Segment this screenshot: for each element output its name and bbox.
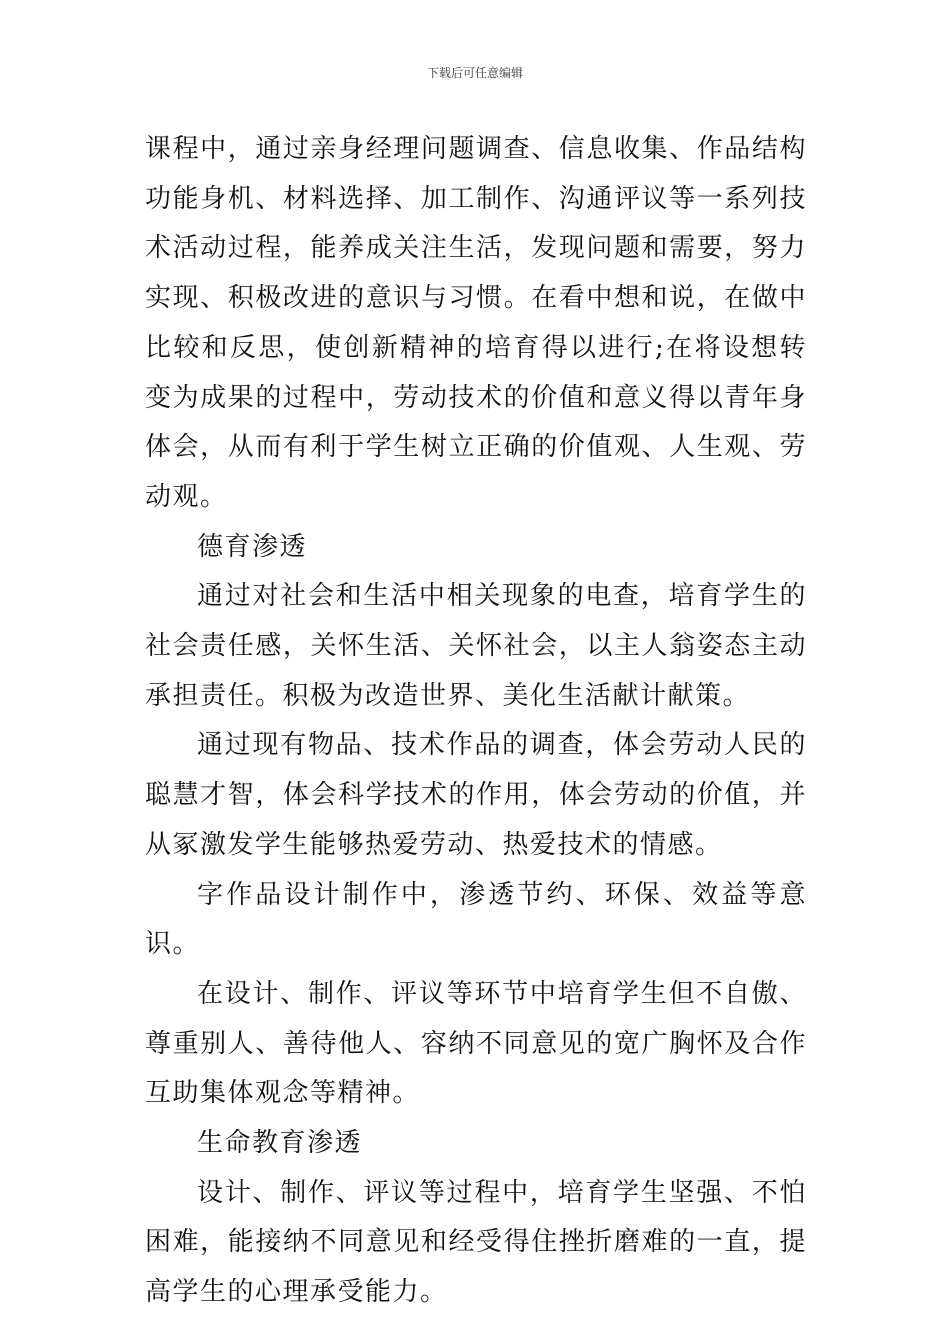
page-header: 下载后可任意编辑 [426, 66, 523, 80]
paragraph-design-awareness: 字作品设计制作中，渗透节约、环保、效益等意识。 [145, 879, 807, 960]
paragraph-intro: 课程中，通过亲身经理问题调查、信息收集、作品结构功能身机、材料选择、加工制作、沟通评议等一系列技术活动过程，能养成关注生活，发现问题和需要，努力实现、积极改进的意识与习惯。在看中想和说，在做中比较和反思，使创新精神的培育得以进行;在将设想转变为成果的过程中，劳动技术的价值和意义得以青年身体会，从而有利于学生树立正确的价值观、人生观、劳动观。 [145, 134, 807, 512]
section-heading-moral-education: 德育渗透 [197, 531, 308, 562]
paragraph-social-responsibility: 通过对社会和生活中相关现象的电查，培育学生的社会责任感，关怀生活、关怀社会，以主人翁姿态主动承担责任。积极为改造世界、美化生活献计献策。 [145, 581, 807, 711]
paragraph-labor-appreciation: 通过现有物品、技术作品的调查，体会劳动人民的聪慧才智，体会科学技术的作用，体会劳动的价值，并从冢激发学生能够热爱劳动、热爱技术的情感。 [145, 730, 807, 860]
section-heading-life-education: 生命教育渗透 [197, 1128, 363, 1159]
paragraph-resilience: 设计、制作、评议等过程中，培育学生坚强、不怕困难，能接纳不同意见和经受得住挫折磨难的一直，提高学生的心理承受能力。 [145, 1177, 807, 1308]
paragraph-cooperation: 在设计、制作、评议等环节中培育学生但不自傲、尊重别人、善待他人、容纳不同意见的宽广胸怀及合作互助集体观念等精神。 [145, 978, 807, 1109]
document-body [145, 125, 807, 1318]
